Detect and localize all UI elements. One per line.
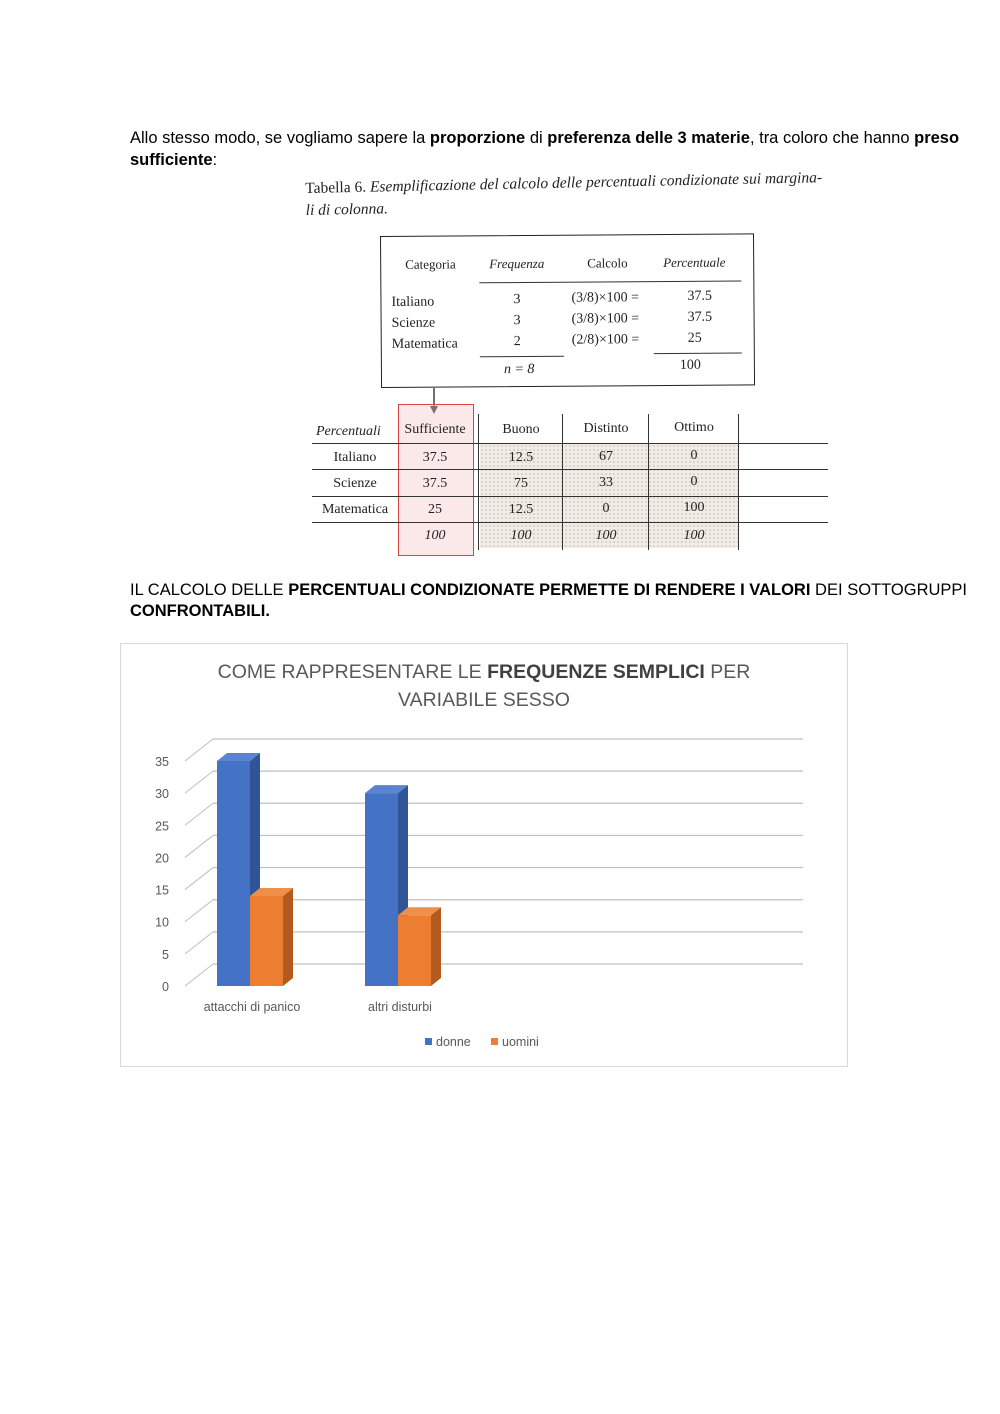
- total-ottimo: 100: [683, 528, 705, 543]
- row-matematica-frequenza: 2: [513, 334, 521, 350]
- y-tick-label: 20: [155, 851, 169, 866]
- y-tick-label: 30: [155, 787, 169, 802]
- x-category-label: attacchi di panico: [203, 1000, 301, 1014]
- total-percentuale: 100: [679, 357, 701, 373]
- row-scienze-label: Scienze: [333, 476, 377, 491]
- total-n: n = 8: [503, 361, 535, 378]
- gridline-depth: [185, 964, 213, 986]
- chart-plot: [121, 644, 847, 1066]
- legend-swatch-uomini: [491, 1038, 498, 1045]
- cell-scienze-distinto: 33: [599, 475, 613, 490]
- row-italiano-categoria: Italiano: [391, 294, 435, 310]
- y-tick-label: 10: [155, 915, 169, 930]
- cell-matematica-distinto: 0: [602, 501, 610, 516]
- header-percentuale: Percentuale: [663, 254, 726, 271]
- intro-bold-preference: preferenza delle 3 materie: [547, 129, 750, 147]
- intro-text: Allo stesso modo, se vogliamo sapere la: [130, 129, 430, 147]
- chart-title-part: COME RAPPRESENTARE LE: [217, 661, 488, 683]
- header-categoria: Categoria: [405, 256, 456, 272]
- percentuali-corner-header: Percentuali: [316, 424, 381, 439]
- y-tick-label: 5: [162, 947, 169, 962]
- row-scienze-categoria: Scienze: [391, 315, 436, 331]
- row-rule: [312, 522, 828, 523]
- cell-scienze-sufficiente: 37.5: [422, 476, 448, 491]
- conclusion-bold: PERCENTUALI CONDIZIONATE PERMETTE DI RENDERE I VALORI: [288, 581, 811, 599]
- table-caption-italic: Esemplificazione del calcolo delle percentuali condizionate sui margina-: [369, 169, 823, 196]
- row-italiano-label: Italiano: [333, 450, 377, 465]
- chart-title-part: VARIABILE SESSO: [398, 689, 570, 711]
- gridline-depth: [185, 803, 213, 825]
- conclusion-text: DEI SOTTOGRUPPI: [810, 581, 967, 599]
- total-buono: 100: [510, 528, 532, 543]
- bar-donne: [217, 761, 250, 986]
- frequency-table: [380, 233, 755, 388]
- conclusion-paragraph: [130, 580, 967, 622]
- bar-donne: [365, 793, 398, 986]
- row-scienze-frequenza: 3: [513, 313, 521, 329]
- row-matematica-percentuale: 25: [687, 330, 702, 346]
- percent-total-rule: [654, 352, 742, 354]
- cell-italiano-sufficiente: 37.5: [422, 450, 448, 465]
- table-caption-italic-2: li di colonna.: [305, 200, 389, 219]
- column-buono: Buono: [502, 422, 540, 437]
- header-calcolo: Calcolo: [587, 255, 628, 271]
- column-sufficiente: Sufficiente: [404, 422, 466, 437]
- row-scienze-calcolo: (3/8)×100 =: [571, 311, 640, 327]
- column-divider: [562, 414, 563, 550]
- bar-side: [431, 907, 441, 986]
- gridline-depth: [185, 835, 213, 857]
- row-matematica-calcolo: (2/8)×100 =: [571, 332, 640, 348]
- row-scienze-percentuale: 37.5: [687, 309, 713, 325]
- y-tick-label: 35: [155, 755, 169, 769]
- gridline-depth: [185, 900, 213, 922]
- column-divider: [738, 414, 739, 550]
- intro-paragraph: [130, 127, 960, 171]
- cell-scienze-buono: 75: [514, 476, 528, 491]
- cell-italiano-distinto: 67: [599, 449, 613, 464]
- gridline-depth: [185, 868, 213, 890]
- bar-uomini: [250, 896, 283, 986]
- column-distinto: Distinto: [583, 421, 629, 436]
- header-rule: [479, 280, 741, 283]
- bar-side: [283, 888, 293, 986]
- table-caption-prefix: Tabella 6.: [305, 178, 371, 197]
- column-ottimo: Ottimo: [674, 420, 714, 435]
- cell-italiano-buono: 12.5: [508, 450, 534, 465]
- gridline-depth: [185, 739, 213, 761]
- total-distinto: 100: [595, 528, 617, 543]
- gridline-depth: [185, 771, 213, 793]
- x-category-label: altri disturbi: [368, 1000, 432, 1014]
- intro-bold-proportion: proporzione: [429, 129, 526, 147]
- y-tick-label: 25: [155, 819, 169, 834]
- cell-matematica-sufficiente: 25: [428, 502, 442, 517]
- column-divider: [478, 414, 479, 550]
- legend-swatch-donne: [425, 1038, 432, 1045]
- table-caption: [305, 167, 846, 222]
- gridline-depth: [185, 932, 213, 954]
- legend-label-uomini: uomini: [502, 1035, 539, 1049]
- row-matematica-categoria: Matematica: [391, 336, 458, 352]
- intro-bold-sufficient: preso sufficiente: [130, 129, 960, 169]
- frequency-total-rule: [480, 356, 564, 358]
- row-rule: [312, 469, 828, 470]
- cell-italiano-ottimo: 0: [690, 448, 698, 463]
- conclusion-bold-confrontabili: CONFRONTABILI.: [130, 602, 270, 620]
- row-italiano-percentuale: 37.5: [687, 288, 712, 304]
- intro-text: , tra coloro che hanno: [749, 129, 915, 147]
- chart-title-part: FREQUENZE SEMPLICI: [487, 661, 705, 683]
- row-italiano-frequenza: 3: [513, 292, 521, 308]
- row-matematica-label: Matematica: [321, 502, 389, 517]
- y-tick-label: 0: [162, 980, 169, 994]
- intro-text: di: [525, 129, 548, 147]
- total-sufficiente: 100: [424, 528, 446, 543]
- percentages-table: [312, 414, 832, 554]
- y-tick-label: 15: [155, 883, 169, 898]
- row-rule: [312, 443, 828, 444]
- cell-matematica-ottimo: 100: [683, 500, 705, 515]
- header-frequenza: Frequenza: [489, 255, 545, 272]
- row-rule: [312, 496, 828, 497]
- row-italiano-calcolo: (3/8)×100 =: [571, 290, 640, 306]
- intro-text: :: [212, 151, 218, 169]
- cell-scienze-ottimo: 0: [690, 474, 698, 489]
- cell-matematica-buono: 12.5: [508, 502, 534, 517]
- bar-uomini: [398, 915, 431, 986]
- conclusion-text: IL CALCOLO DELLE: [130, 581, 289, 599]
- chart-title-part: PER: [704, 661, 751, 683]
- frequency-chart: [120, 643, 848, 1067]
- legend-label-donne: donne: [436, 1035, 471, 1049]
- column-divider: [648, 414, 649, 550]
